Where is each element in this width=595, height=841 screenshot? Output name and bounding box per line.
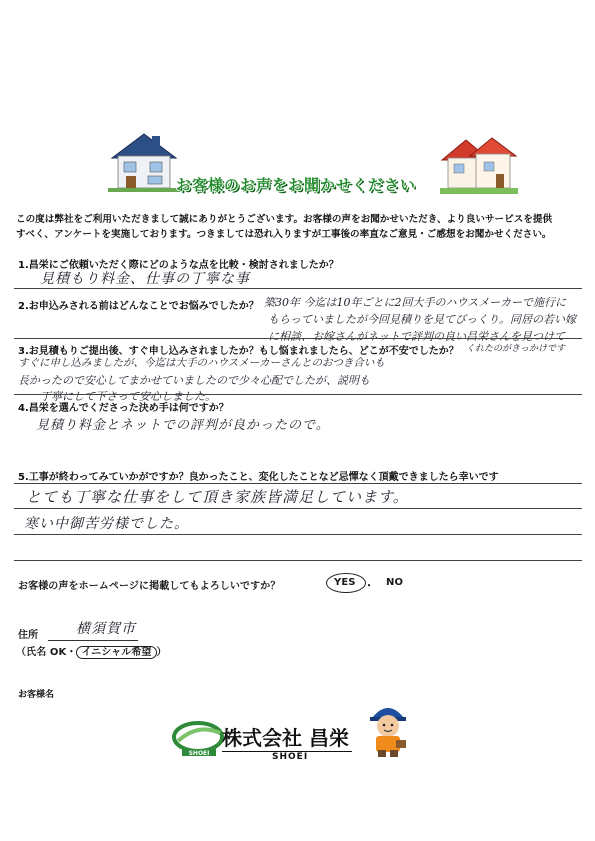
address-label: 住所 xyxy=(18,630,39,641)
intro-line-1: この度は弊社をご利用いただきまして誠にありがとうございます。お客様の声をお聞かせいただき、より良いサービスを提供 xyxy=(16,214,553,225)
question-5-answer-line-2: 寒い中御苦労様でした。 xyxy=(24,516,189,532)
customer-name-label: お客様名 xyxy=(18,690,55,700)
blue-house-illustration xyxy=(108,128,180,192)
intro-line-2: すべく、アンケートを実施しております。つきましては恐れ入りますが工事後の率直なご意見・ご感想をお聞かせください。 xyxy=(16,229,552,240)
question-3-label: 3.お見積もりご提出後、すぐ申し込みされましたか？もし悩まれましたら、どこが不安でしたか？ xyxy=(18,346,459,357)
question-3-answer-line-1: すぐに申し込みましたが、今迄は大手のハウスメーカーさんとのおつき合いも xyxy=(18,357,385,369)
question-3-answer-line-2: 長かったので安心してまかせていましたので少々心配でしたが、説明も xyxy=(18,374,370,387)
address-underline xyxy=(48,640,138,641)
svg-text:SHOEI: SHOEI xyxy=(188,750,210,757)
question-2-answer-line-2: もらっていましたが今回見積りを見てびっくり。同居の若い嫁 xyxy=(268,313,576,326)
company-logo-icon xyxy=(172,719,228,757)
divider xyxy=(14,338,582,339)
divider xyxy=(14,288,582,289)
divider xyxy=(14,534,582,535)
name-option-prefix: （氏名 OK・ xyxy=(16,647,77,658)
question-2-answer-line-3: に相談、お嫁さんがネットで評判の良い昌栄さんを見つけて xyxy=(268,330,565,343)
consent-no-option[interactable]: NO xyxy=(386,577,404,588)
divider xyxy=(14,483,582,484)
consent-separator: ・ xyxy=(364,581,375,592)
question-4-answer: 見積り料金とネットでの評判が良かったので。 xyxy=(36,418,330,433)
worker-mascot-icon xyxy=(366,700,410,758)
company-romaji: SHOEI xyxy=(272,752,309,762)
question-2-answer-line-1: 築30年 今迄は10年ごとに2回大手のハウスメーカーで施行に xyxy=(264,296,566,309)
question-1-answer: 見積もり料金、仕事の丁寧な事 xyxy=(40,271,250,287)
question-2-label: 2.お申込みされる前はどんなことでお悩みでしたか？ xyxy=(18,301,259,312)
question-1-label: 1.昌栄にご依頼いただく際にどのような点を比較・検討されましたか？ xyxy=(18,260,339,271)
consent-question: お客様の声をホームページに掲載してもよろしいですか？ xyxy=(18,581,281,592)
divider xyxy=(14,560,582,561)
page-title: お客様のお声をお聞かせください xyxy=(176,176,417,194)
question-5-label: 5.工事が終わってみていかがですか？良かったこと、変化したことなど忌憚なく頂戴できましたら幸いです xyxy=(18,472,499,483)
address-value: 横須賀市 xyxy=(76,621,136,637)
question-4-label: 4.昌栄を選んでくださった決め手は何ですか？ xyxy=(18,403,229,414)
company-name: 株式会社 昌栄 xyxy=(222,726,349,750)
divider xyxy=(14,394,582,395)
name-option-suffix: ） xyxy=(156,647,167,658)
question-5-answer-line-1: とても丁寧な仕事をして頂き家族皆満足しています。 xyxy=(26,488,409,506)
consent-yes-label: YES xyxy=(334,577,356,588)
name-option-initial-circled[interactable]: イニシャル希望 xyxy=(76,646,156,659)
question-2-answer-line-4: くれたのがきっかけです xyxy=(466,344,566,354)
name-option xyxy=(16,643,167,658)
divider xyxy=(14,508,582,509)
red-house-illustration xyxy=(440,132,518,194)
question-3-answer-line-3: 丁寧にして下さって安心しました。 xyxy=(40,390,216,403)
